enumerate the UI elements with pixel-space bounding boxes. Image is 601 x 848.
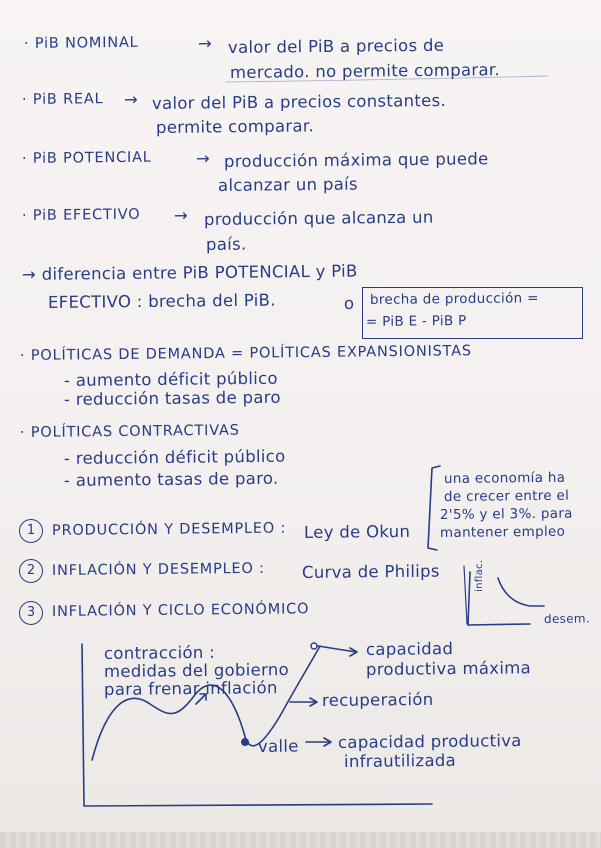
- contraccion-arrow: [196, 694, 206, 704]
- list-item: - reducción déficit público: [63, 446, 286, 468]
- definition-line: producción máxima que puede: [223, 149, 489, 171]
- faint-underline: [226, 76, 548, 82]
- arrow: →: [197, 33, 213, 53]
- phillips-bracket: [464, 566, 467, 624]
- cycle-label: capacidad productiva: [337, 731, 522, 752]
- numbered-title: PRODUCCIÓN Y DESEMPLEO :: [51, 520, 287, 539]
- definition-line: permite comparar.: [155, 116, 315, 137]
- valle-dot: [242, 739, 249, 746]
- term-pib-efectivo: · PiB EFECTIVO: [21, 206, 141, 224]
- cycle-label: capacidad: [365, 639, 454, 659]
- okun-law: Ley de Okun: [303, 521, 411, 542]
- cycle-label: recuperación: [321, 689, 434, 710]
- cycle-axes: [82, 644, 432, 806]
- phillips-curve: Curva de Philips: [301, 561, 440, 582]
- list-item: - aumento déficit público: [63, 368, 278, 390]
- definition-line: mercado. no permite comparar.: [229, 60, 501, 82]
- numbered-title: INFLACIÓN Y DESEMPLEO :: [51, 560, 265, 579]
- bullet: o: [343, 293, 355, 313]
- paper-bottom-edge: [0, 832, 601, 848]
- cycle-label: valle: [257, 736, 299, 756]
- arrow: →: [195, 148, 211, 168]
- numbered-title: INFLACIÓN Y CICLO ECONÓMICO: [51, 601, 310, 620]
- definition-line: país.: [205, 234, 247, 254]
- phillips-ylabel: inflac.: [474, 559, 485, 592]
- okun-note-line: de crecer entre el: [443, 487, 570, 505]
- cycle-label: productiva máxima: [365, 658, 532, 679]
- arrow: →: [173, 205, 189, 225]
- list-item: - aumento tasas de paro.: [63, 468, 279, 490]
- number-circle: 1: [19, 519, 43, 543]
- term-pib-real: · PiB REAL: [21, 91, 104, 108]
- peak-dot: [311, 643, 317, 649]
- formula-line: = PiB E - PiB P: [365, 312, 467, 330]
- politicas-demanda-title: · POLÍTICAS DE DEMANDA = POLÍTICAS EXPANSIONISTAS: [19, 343, 472, 364]
- brecha-line: → diferencia entre PiB POTENCIAL y PiB: [21, 261, 358, 284]
- cycle-curve: [92, 646, 320, 760]
- cycle-label: contracción :: [103, 642, 216, 663]
- politicas-contractivas-title: · POLÍTICAS CONTRACTIVAS: [19, 422, 240, 441]
- arrow: →: [123, 89, 139, 109]
- okun-note-line: una economía ha: [443, 469, 566, 487]
- cycle-label: infrautilizada: [343, 750, 457, 771]
- brecha-line: EFECTIVO : brecha del PiB.: [47, 290, 276, 312]
- okun-note-line: 2'5% y el 3%. para: [439, 505, 573, 523]
- okun-bracket: [428, 466, 440, 550]
- list-item: - reducción tasas de paro: [63, 387, 281, 409]
- term-pib-nominal: · PiB NOMINAL: [23, 34, 139, 52]
- definition-line: alcanzar un país: [217, 174, 358, 195]
- definition-line: valor del PiB a precios constantes.: [151, 90, 447, 113]
- formula-line: brecha de producción =: [369, 290, 539, 308]
- cycle-label: medidas del gobierno: [103, 660, 290, 681]
- number-circle: 2: [19, 559, 43, 583]
- phillips-xlabel: desem.: [543, 611, 591, 626]
- phillips-curve-line: [498, 578, 544, 606]
- number-circle: 3: [19, 601, 43, 625]
- term-pib-potencial: · PiB POTENCIAL: [21, 149, 152, 167]
- definition-line: valor del PiB a precios de: [227, 35, 445, 57]
- okun-note-line: mantener empleo: [439, 523, 566, 541]
- cycle-label: para frenar inflación: [103, 678, 278, 699]
- definition-line: producción que alcanza un: [203, 207, 434, 229]
